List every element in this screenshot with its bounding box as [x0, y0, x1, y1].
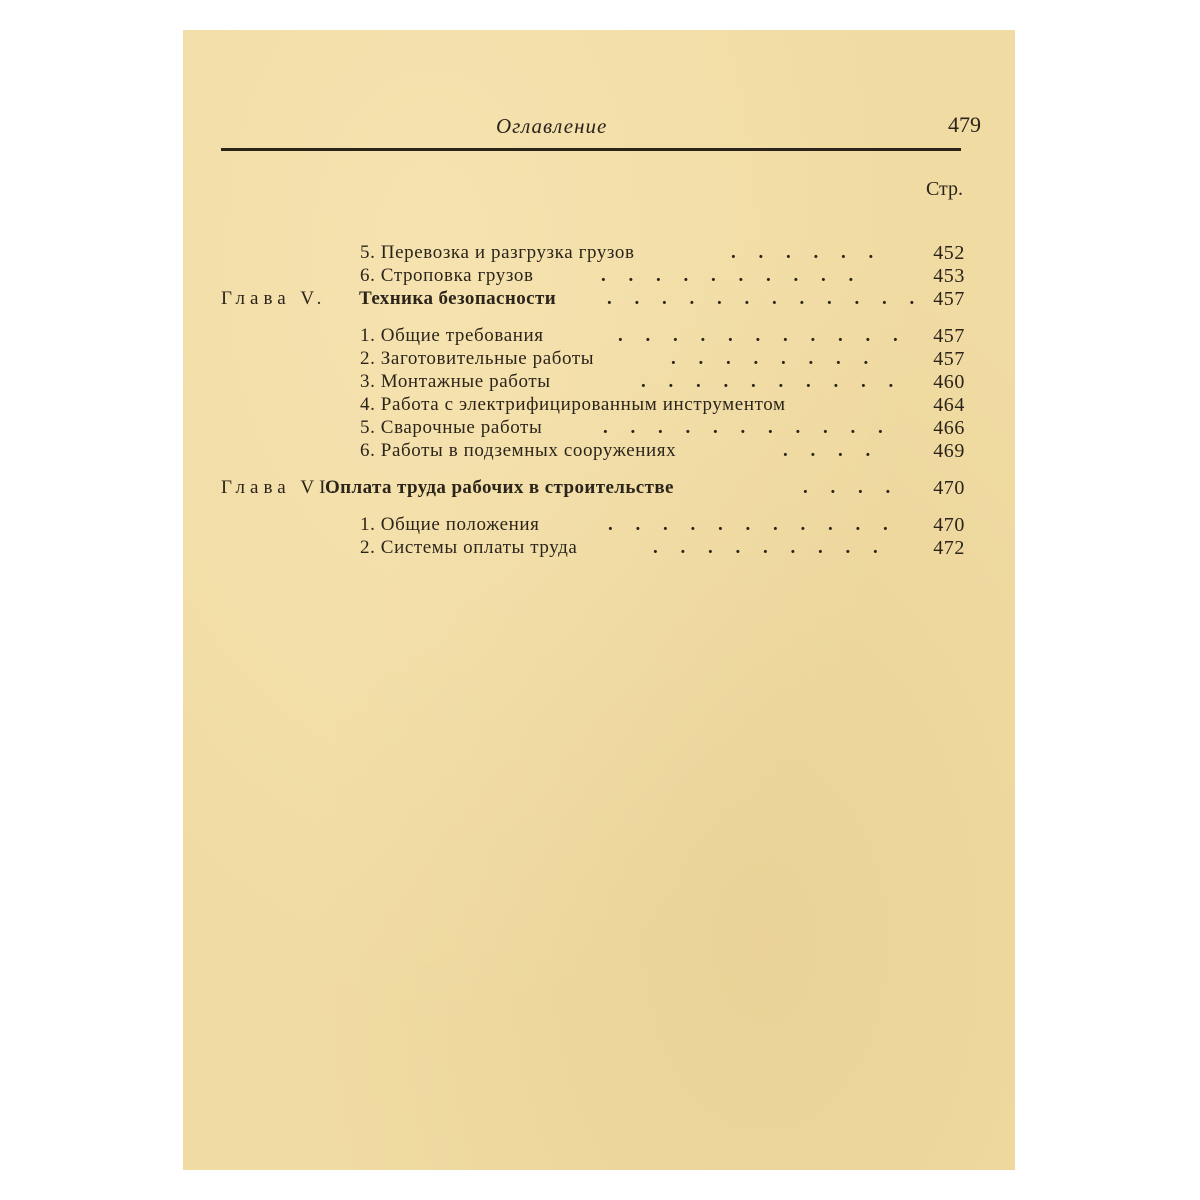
toc-entry-leader: . . . . . . . .	[671, 348, 878, 369]
toc-entry-page: 466	[933, 417, 965, 439]
toc-entry-leader: . . . . . . . . . . .	[608, 514, 897, 535]
toc-entry-title: Оплата труда рабочих в строительстве	[325, 477, 674, 498]
toc-entry-page: 470	[933, 514, 965, 536]
toc-entry-leader: . . . . . . . . . . . .	[607, 288, 924, 309]
toc-entry-leader: . . . . . . . . . . .	[618, 325, 907, 346]
toc-entry-page: 460	[933, 371, 965, 393]
toc-entry-title: 4. Работа с электрифицированным инструментом	[360, 394, 786, 415]
toc-entry	[183, 265, 1015, 289]
toc-entry-page: 457	[933, 288, 965, 310]
toc-entry-leader: . . . .	[803, 477, 900, 498]
toc-entry-leader: . . . .	[783, 440, 880, 461]
book-page	[183, 30, 1015, 1170]
toc-entry-leader: . . . . . . . . . . .	[603, 417, 892, 438]
toc-entry-title: 2. Системы оплаты труда	[360, 537, 578, 558]
toc-entry-title: 1. Общие требования	[360, 325, 544, 346]
toc-entry-title: 6. Строповка грузов	[360, 265, 534, 286]
toc-entry	[183, 394, 1015, 418]
toc-entry-title: Техника безопасности	[359, 288, 557, 309]
toc-entry-leader: . . . . . .	[731, 242, 883, 263]
toc-entry-prefix: Глава VI.	[221, 477, 341, 498]
toc-entry-title: 6. Работы в подземных сооружениях	[360, 440, 677, 461]
toc-entry-page: 470	[933, 477, 965, 499]
toc-entry-leader: . . . . . . . . .	[653, 537, 887, 558]
toc-entry-prefix: Глава V.	[221, 288, 327, 309]
toc-entry-page: 464	[933, 394, 965, 416]
toc-entry	[183, 371, 1015, 395]
toc-entry	[183, 242, 1015, 266]
toc-entry-page: 472	[933, 537, 965, 559]
toc-entry-title: 5. Перевозка и разгрузка грузов	[360, 242, 635, 263]
toc-entry-page: 457	[933, 325, 965, 347]
header-rule	[221, 148, 961, 151]
page-number: 479	[948, 112, 981, 137]
toc-chapter-entry	[183, 477, 1015, 501]
toc-entry-leader: . . . . . . . . . .	[641, 371, 903, 392]
page-column-label: Стр.	[925, 178, 963, 200]
toc-entry-title: 3. Монтажные работы	[360, 371, 551, 392]
toc-entry-title: 2. Заготовительные работы	[360, 348, 595, 369]
running-title: Оглавление	[496, 114, 608, 138]
running-head	[221, 110, 981, 150]
toc-entry-page: 453	[933, 265, 965, 287]
toc-entry-title: 1. Общие положения	[360, 514, 540, 535]
toc-entry	[183, 514, 1015, 538]
toc-entry-leader: . . . . . . . . . .	[601, 265, 863, 286]
toc-chapter-entry	[183, 288, 1015, 312]
toc-entry	[183, 417, 1015, 441]
toc-entry-page: 469	[933, 440, 965, 462]
toc-entry	[183, 325, 1015, 349]
toc-entry	[183, 537, 1015, 561]
toc-entry-page: 457	[933, 348, 965, 370]
toc-entry	[183, 348, 1015, 372]
toc-entry-title: 5. Сварочные работы	[360, 417, 543, 438]
toc-entry-page: 452	[933, 242, 965, 264]
toc-entry	[183, 440, 1015, 464]
